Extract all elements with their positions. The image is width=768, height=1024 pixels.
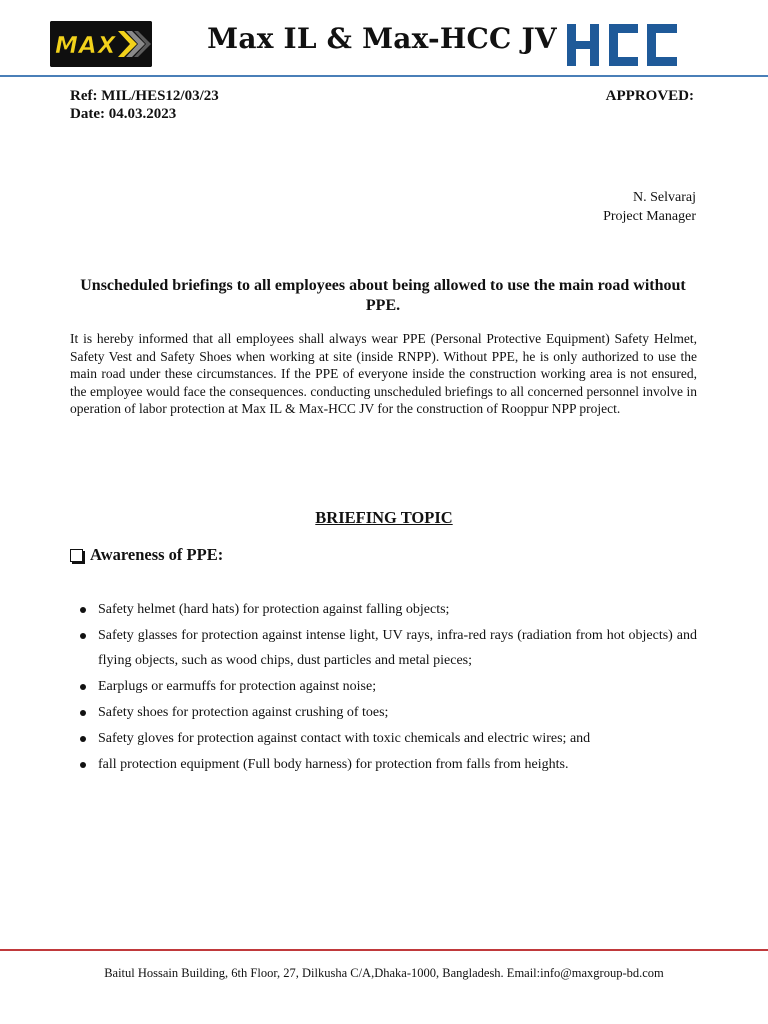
section-heading (70, 545, 223, 565)
max-logo (50, 21, 152, 67)
organization-name: Max IL & Max-HCC JV (207, 22, 557, 55)
signer-name: N. Selvaraj (633, 190, 696, 205)
checkbox-bullet-icon (70, 549, 83, 562)
max-logo-text: MAX (55, 33, 117, 59)
hcc-logo (565, 22, 680, 68)
approved-label: APPROVED: (605, 88, 694, 104)
footer-address: Baitul Hossain Building, 6th Floor, 27, Dilkusha C/A,Dhaka-1000, Bangladesh. Email:info@maxgroup-bd.com (104, 966, 664, 980)
notice-body: It is hereby informed that all employees shall always wear PPE (Personal Protective Equipment) Safety Helmet, Safety Vest and Safety Shoes when working at site (inside RNPP). Without PPE, he is only authorized to use the main road under these circumstances. If the PPE of everyone inside the construction working area is not ensured, the employee would face the consequences. conducting unscheduled briefings to all concerned personnel involve in operation of labor protection at Max IL & Max-HCC JV for the construction of Rooppur NPP project. (70, 331, 697, 416)
section-heading-label: Awareness of PPE: (90, 545, 224, 564)
document-date: Date: 04.03.2023 (70, 106, 177, 122)
signer-title: Project Manager (603, 209, 696, 224)
list-item: Safety glasses for protection against intense light, UV rays, infra-red rays (radiation from hot objects) and flying objects, such as wood chips, dust particles and metal pieces; (78, 623, 697, 673)
list-item: Earplugs or earmuffs for protection against noise; (78, 674, 697, 699)
list-item: Safety helmet (hard hats) for protection against falling objects; (78, 597, 697, 622)
list-item: Safety shoes for protection against crushing of toes; (78, 700, 697, 725)
list-item: fall protection equipment (Full body harness) for protection from falls from heights. (78, 752, 697, 777)
ppe-list (78, 597, 697, 778)
list-item: Safety gloves for protection against contact with toxic chemicals and electric wires; and (78, 726, 697, 751)
reference-number: Ref: MIL/HES12/03/23 (70, 88, 219, 104)
header-rule (0, 75, 768, 77)
briefing-title: BRIEFING TOPIC (315, 508, 453, 527)
notice-subject: Unscheduled briefings to all employees about being allowed to use the main road without PPE. (80, 277, 686, 314)
footer-rule (0, 949, 768, 951)
